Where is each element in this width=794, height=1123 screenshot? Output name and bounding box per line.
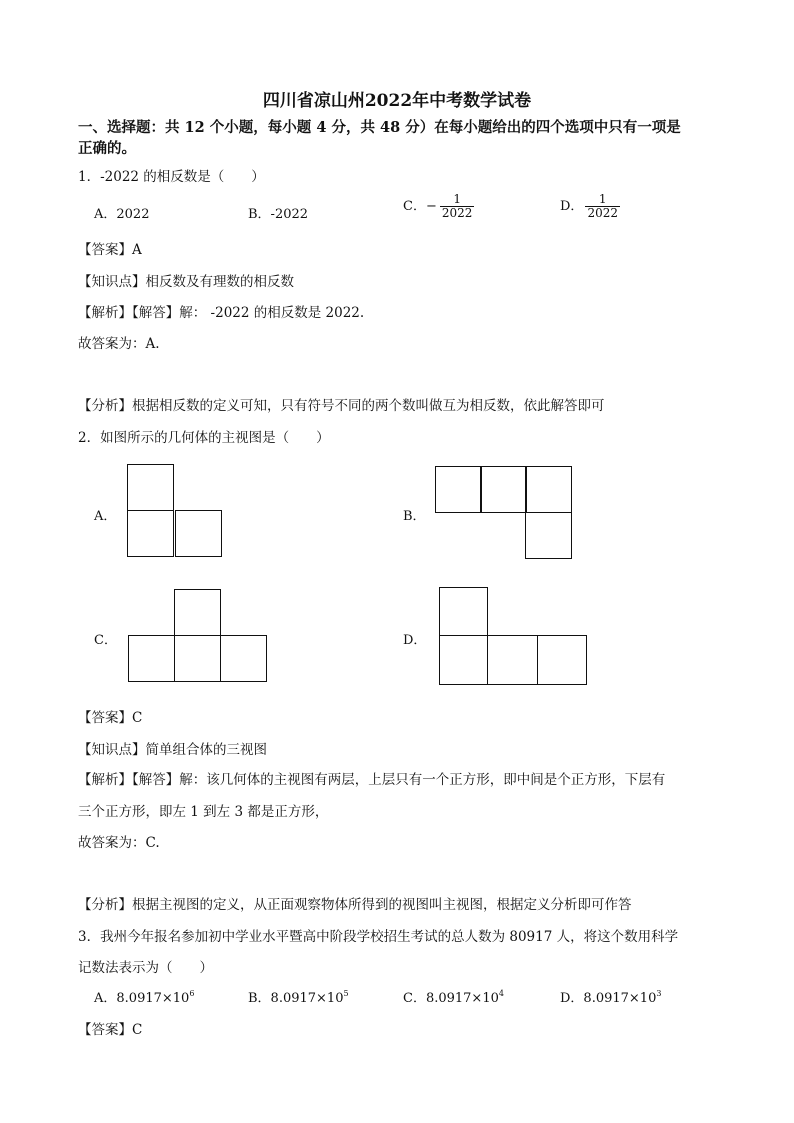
q1-option-d-label: D． [560,199,584,214]
square [439,635,488,685]
q1-analysis: 【解析】【解答】解： -2022 的相反数是 2022. [78,305,365,321]
q2-analysis-line1: 【解析】【解答】解：该几何体的主视图有两层，上层只有一个正方形，即中间是个正方形，下层有 [78,772,666,788]
square [127,510,174,557]
q1-option-d-fraction [585,193,620,220]
square [128,635,175,682]
square [480,466,527,513]
q3-answer: 【答案】C [78,1022,143,1038]
q3-stem-line1: 3．我州今年报名参加初中学业水平暨高中阶段学校招生考试的总人数为 80917 人，将这个数用科学 [78,929,679,945]
q2-option-a-label: A． [94,509,117,524]
page-title: 四川省凉山州2022年中考数学试卷 [262,91,532,111]
fraction-numerator: 1 [453,192,461,206]
q2-option-c-label: C． [94,633,117,648]
section-heading-line2: 正确的。 [78,140,136,157]
q2-knowledge-point: 【知识点】简单组合体的三视图 [78,742,267,758]
square [174,589,221,636]
q3-option-c [403,987,504,1006]
q1-conclusion: 故答案为：A. [78,336,160,352]
q3-stem-line2: 记数法表示为（ ） [78,960,213,976]
q1-knowledge-point: 【知识点】相反数及有理数的相反数 [78,274,294,290]
q2-answer: 【答案】C [78,710,143,726]
q2-stem: 2．如图所示的几何体的主视图是（ ） [78,430,330,446]
q1-reasoning: 【分析】根据相反数的定义可知，只有符号不同的两个数叫做互为相反数，依此解答即可 [78,398,605,414]
square [525,466,572,513]
q2-conclusion: 故答案为：C. [78,835,160,851]
q1-option-c-sign: − [425,199,437,214]
q2-analysis-line2: 三个正方形，即左 1 到左 3 都是正方形， [78,804,329,820]
q1-option-c-label: C． [403,199,426,214]
square [174,635,221,682]
q3-option-c-base: C．8.0917×10 [403,991,499,1006]
q3-option-d [560,987,661,1006]
section-heading-line1: 一、选择题：共 12 个小题，每小题 4 分，共 48 分）在每小题给出的四个选项中只有一项是 [78,119,681,136]
q2-option-b-label: B． [403,509,426,524]
square [525,512,572,559]
q1-option-c-fraction [440,193,475,220]
q3-option-b [248,987,349,1006]
q3-option-d-base: D．8.0917×10 [560,991,657,1006]
square [127,464,174,511]
fraction-denominator: 2022 [441,206,473,220]
square [537,635,587,685]
fraction-denominator: 2022 [587,206,618,220]
square [435,466,482,513]
q3-option-a [94,987,194,1006]
q2-option-d-label: D． [403,633,427,648]
square [175,510,222,557]
q3-option-b-base: B．8.0917×10 [248,991,344,1006]
q1-option-d [560,193,620,220]
q2-reasoning: 【分析】根据主视图的定义，从正面观察物体所得到的视图叫主视图，根据定义分析即可作答 [78,897,632,913]
q3-option-c-exponent: 4 [498,989,504,998]
q3-option-a-base: A．8.0917×10 [94,991,190,1006]
q3-option-a-exponent: 6 [189,989,195,998]
square [439,587,488,636]
q1-answer: 【答案】A [78,242,142,258]
q1-option-b: B．-2022 [248,207,309,222]
q3-option-d-exponent: 3 [656,989,662,998]
q3-option-b-exponent: 5 [343,989,349,998]
fraction-numerator: 1 [598,192,607,206]
square [220,635,267,682]
q1-option-a: A．2022 [94,207,150,222]
square [487,635,538,685]
q1-stem: 1．-2022 的相反数是（ ） [78,169,265,185]
q1-option-c [403,193,474,220]
